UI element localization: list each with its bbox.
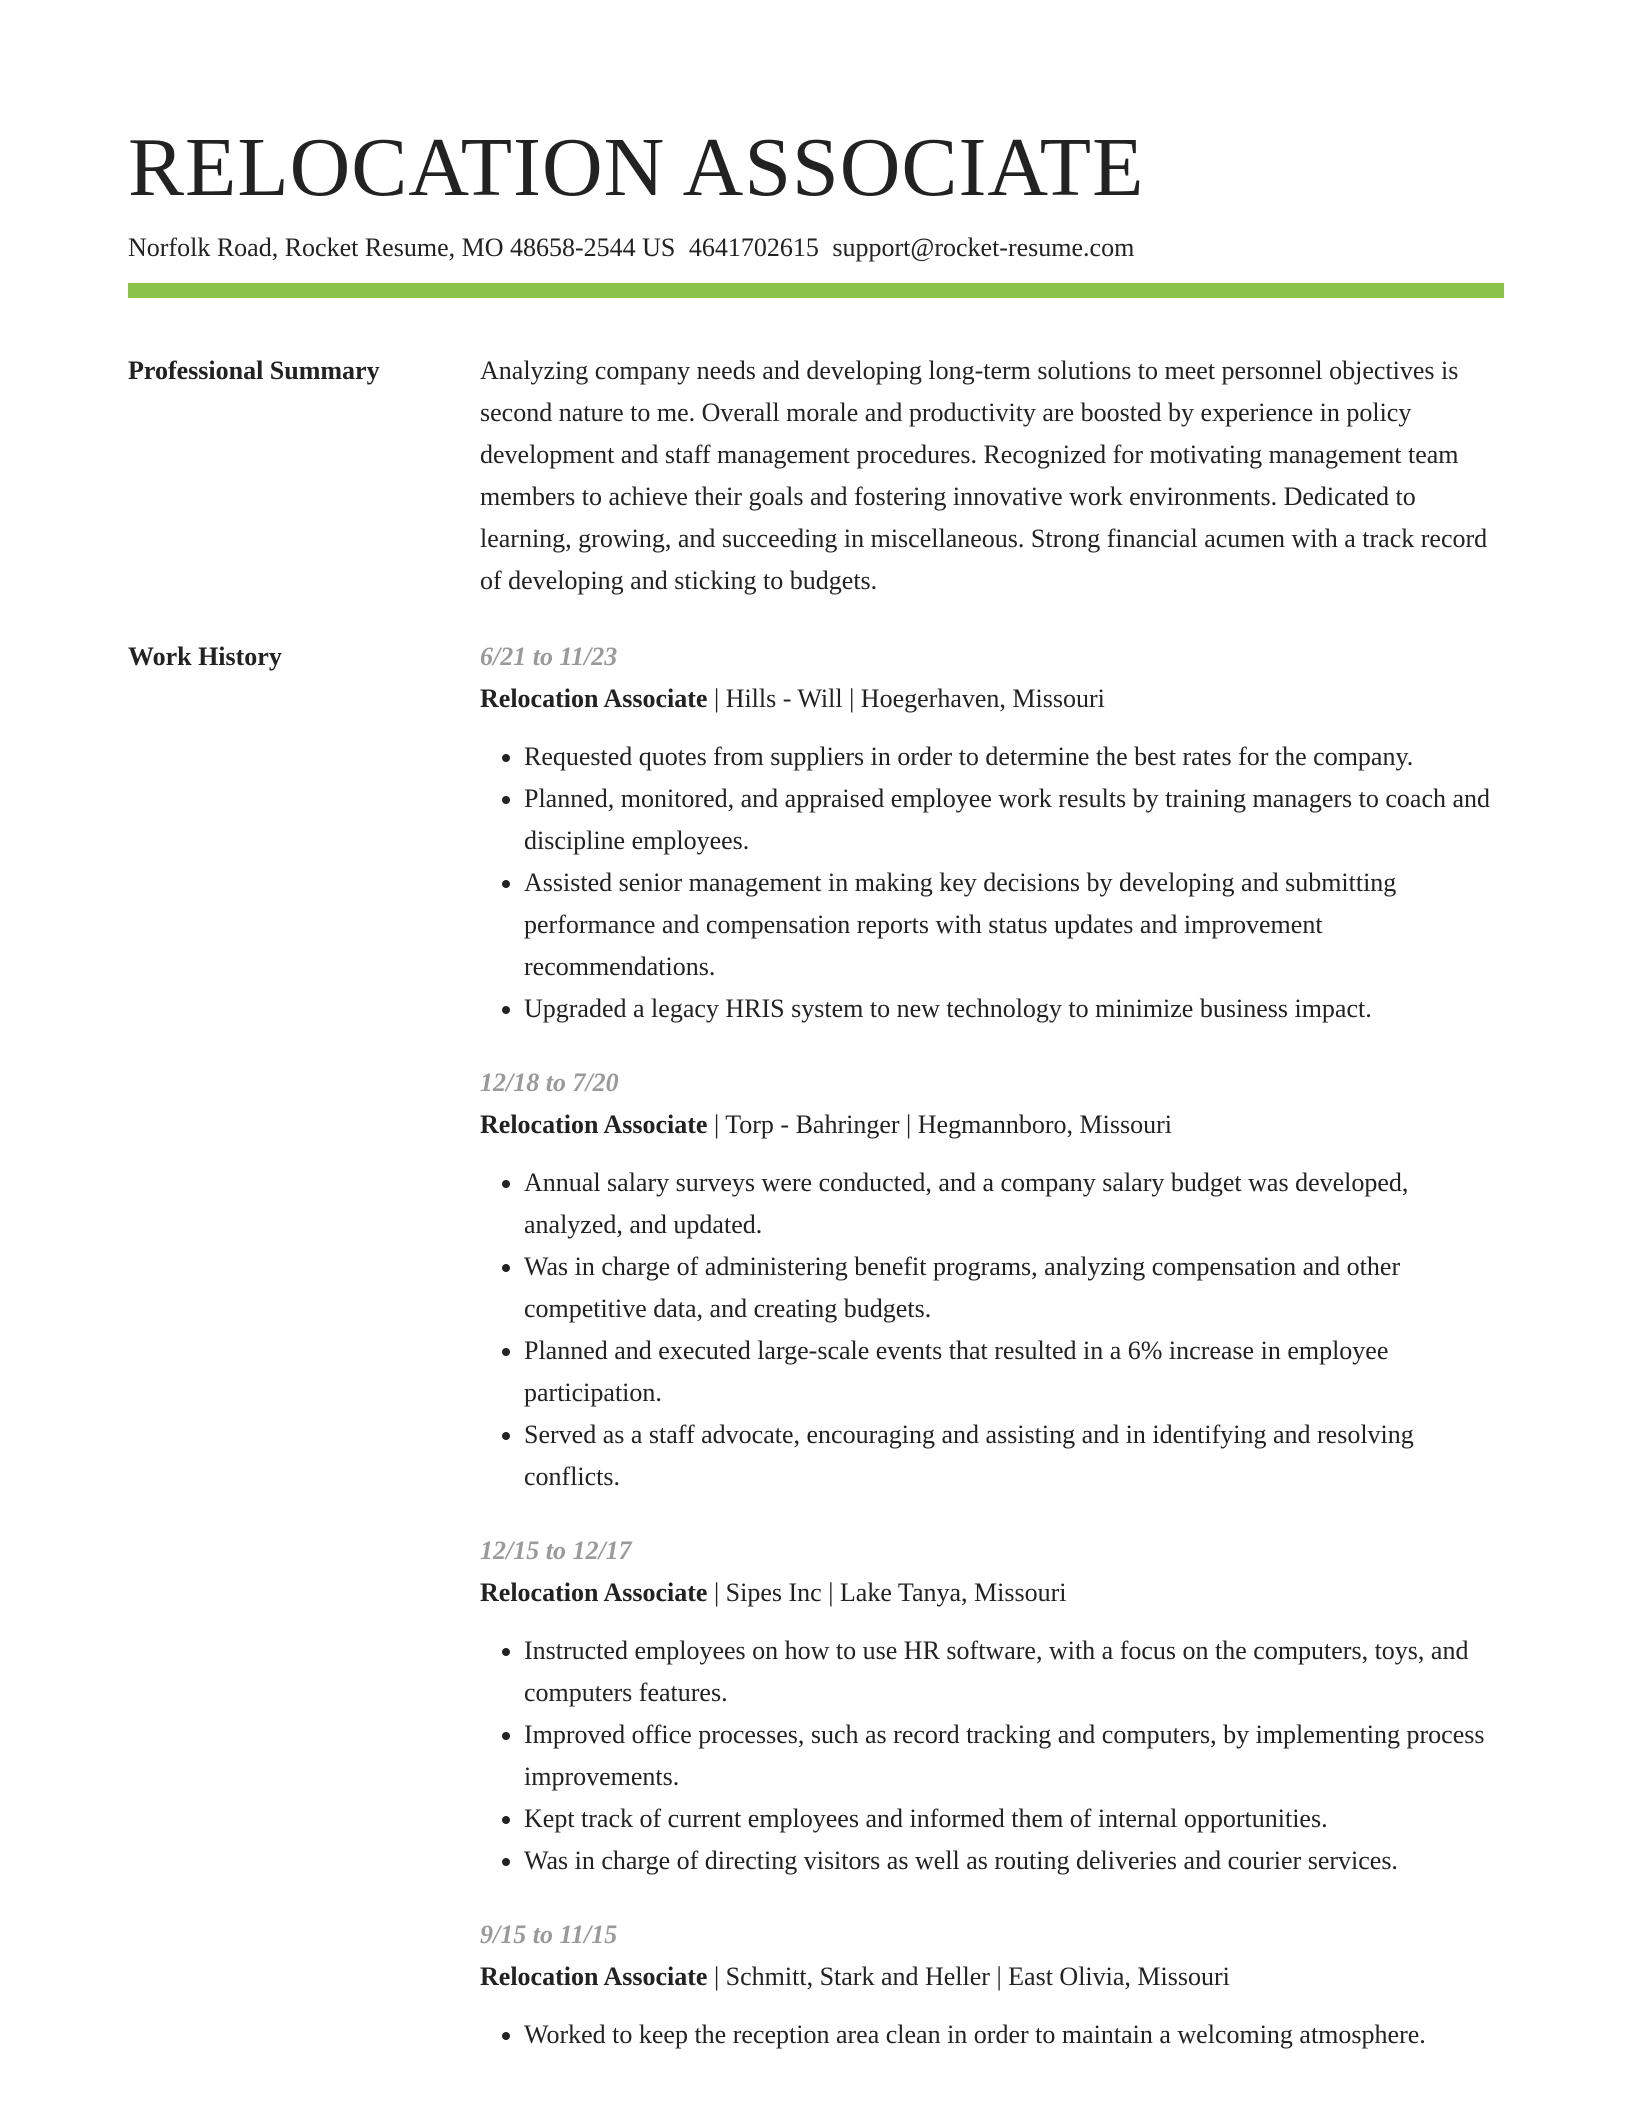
job-bullet: • Annual salary surveys were conducted, and a company salary budget was developed, analyzed, and updated. (524, 1162, 1504, 1246)
contact-phone: 4641702615 (688, 233, 819, 262)
job-bullet: • Was in charge of administering benefit programs, analyzing compensation and other competitive data, and creating budgets. (524, 1246, 1504, 1330)
job-bullets (480, 1162, 1504, 1498)
resume-name: RELOCATION ASSOCIATE (128, 121, 1145, 214)
section-work-history (128, 636, 1504, 2056)
job-details: | Sipes Inc | Lake Tanya, Missouri (707, 1578, 1067, 1607)
contact-line (128, 230, 1504, 266)
section-title-work-history: Work History (128, 642, 282, 671)
job-bullets (480, 1630, 1504, 1882)
job-title: Relocation Associate (480, 1962, 708, 1991)
job-bullet: • Kept track of current employees and informed them of internal opportunities. (524, 1798, 1504, 1840)
job-bullet: • Requested quotes from suppliers in order to determine the best rates for the company. (524, 736, 1504, 778)
job-dates: 12/18 to 7/20 (480, 1068, 619, 1097)
summary-text: Analyzing company needs and developing long-term solutions to meet personnel objectives is second nature to me. Overall morale and productivity are boosted by experience in policy development and staff management procedures. Recognized for motivating management team members to achieve their goals and fostering innovative work environments. Dedicated to learning, growing, and succeeding in miscellaneous. Strong financial acumen with a track record of developing and sticking to budgets. (480, 356, 1488, 595)
job-bullet: • Assisted senior management in making key decisions by developing and submitting performance and compensation reports with status updates and improvement recommendations. (524, 862, 1504, 988)
resume-page (128, 118, 1504, 2056)
job-details: | Hills - Will | Hoegerhaven, Missouri (707, 684, 1105, 713)
job-bullet: • Planned and executed large-scale events that resulted in a 6% increase in employee participation. (524, 1330, 1504, 1414)
job-title: Relocation Associate (480, 1578, 708, 1607)
job-entry (480, 636, 1504, 1030)
job-dates: 6/21 to 11/23 (480, 642, 618, 671)
job-dates: 9/15 to 11/15 (480, 1920, 618, 1949)
job-bullet: • Served as a staff advocate, encouraging and assisting and in identifying and resolving conflicts. (524, 1414, 1504, 1498)
job-title-line (480, 678, 1504, 720)
job-bullet: • Upgraded a legacy HRIS system to new technology to minimize business impact. (524, 988, 1504, 1030)
job-bullet: • Instructed employees on how to use HR software, with a focus on the computers, toys, and computers features. (524, 1630, 1504, 1714)
job-details: | Schmitt, Stark and Heller | East Olivia, Missouri (707, 1962, 1230, 1991)
job-dates: 12/15 to 12/17 (480, 1536, 632, 1565)
section-professional-summary (128, 350, 1504, 602)
summary-body (480, 350, 1504, 602)
job-title: Relocation Associate (480, 1110, 708, 1139)
job-bullets (480, 2014, 1504, 2056)
job-bullet: • Improved office processes, such as record tracking and computers, by implementing process improvements. (524, 1714, 1504, 1798)
job-bullet: • Was in charge of directing visitors as well as routing deliveries and courier services. (524, 1840, 1504, 1882)
job-bullet: • Planned, monitored, and appraised employee work results by training managers to coach and discipline employees. (524, 778, 1504, 862)
contact-address: Norfolk Road, Rocket Resume, MO 48658-2544 US (128, 233, 676, 262)
job-title: Relocation Associate (480, 684, 708, 713)
job-bullet: • Worked to keep the reception area clean in order to maintain a welcoming atmosphere. (524, 2014, 1504, 2056)
job-title-line (480, 1956, 1504, 1998)
header-divider (128, 283, 1504, 298)
job-title-line (480, 1572, 1504, 1614)
section-title-summary: Professional Summary (128, 356, 380, 385)
contact-email: support@rocket-resume.com (832, 233, 1135, 262)
job-entry (480, 1914, 1504, 2056)
job-title-line (480, 1104, 1504, 1146)
job-bullets (480, 736, 1504, 1030)
job-details: | Torp - Bahringer | Hegmannboro, Missouri (707, 1110, 1172, 1139)
work-history-body (480, 636, 1504, 2056)
job-entry (480, 1062, 1504, 1498)
job-entry (480, 1530, 1504, 1882)
